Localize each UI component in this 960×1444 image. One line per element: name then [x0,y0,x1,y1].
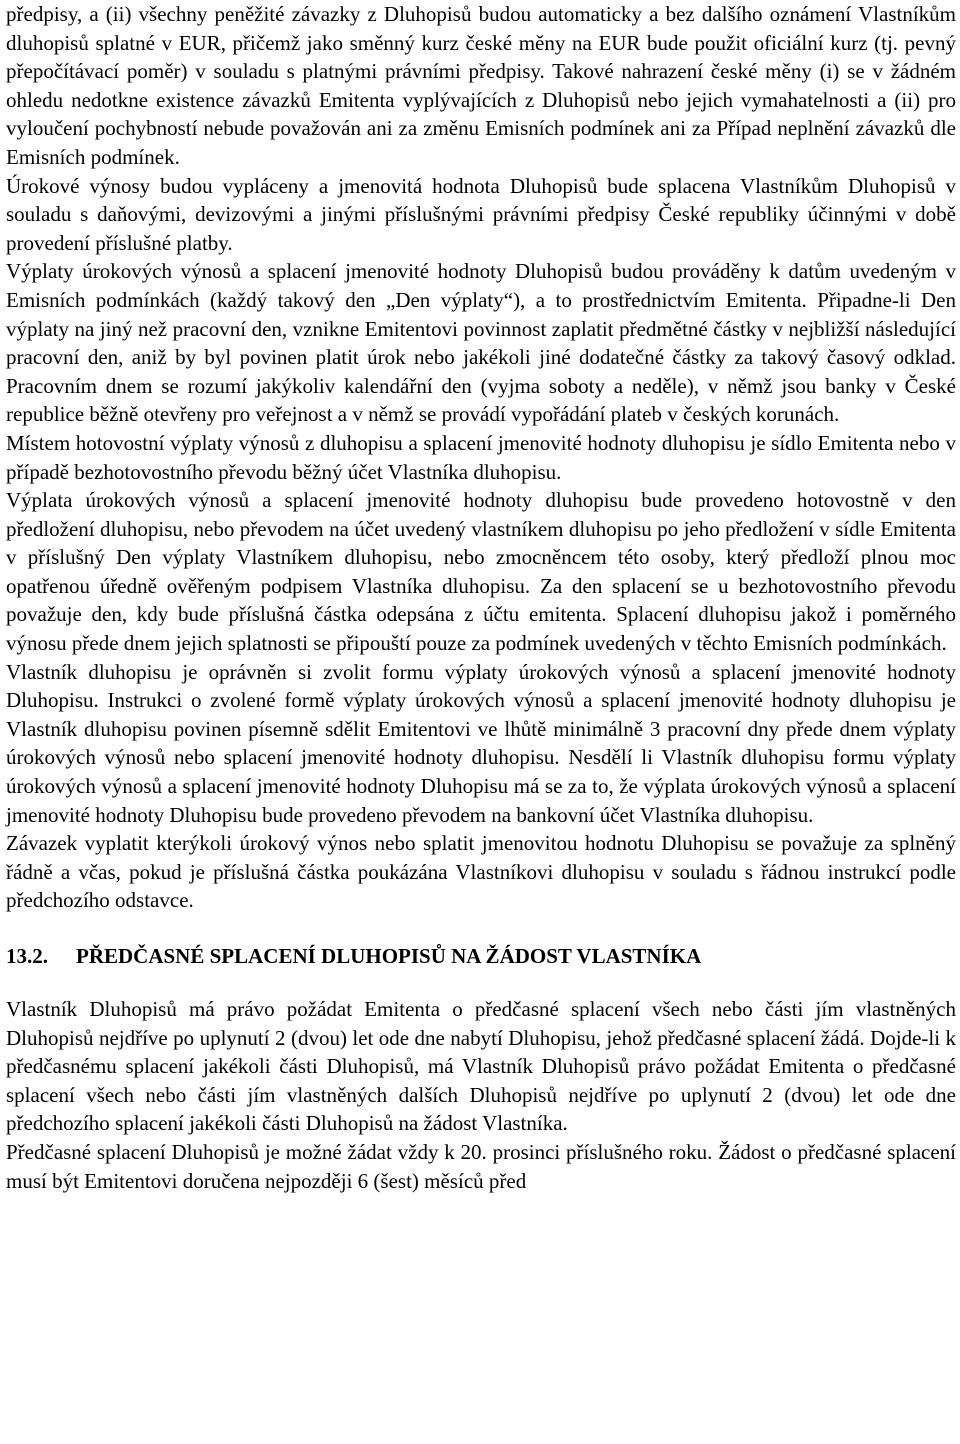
paragraph-early-redemption-right: Vlastník Dluhopisů má právo požádat Emitenta o předčasné splacení všech nebo části jím vlastněných Dluhopisů nejdříve po uplynutí 2 (dvou) let ode dne nabytí Dluhopisu, jehož předčasné splacení žádá. Dojde-li k předčasnému splacení jakékoli části Dluhopisů, má Vlastník Dluhopisů právo požádat Emitenta o předčasné splacení všech nebo části jím vlastněných dalších Dluhopisů nejdříve po uplynutí 2 (dvou) let ode dne předchozího splacení jakékoli části Dluhopisů na žádost Vlastníka. [6,997,956,1136]
spacer [6,971,956,995]
document-page [6,0,956,1195]
paragraph-payment-dates: Výplaty úrokových výnosů a splacení jmenovité hodnoty Dluhopisů budou prováděny k datům uvedeným v Emisních podmínkách (každý takový den „Den výplaty“), a to prostřednictvím Emitenta. Připadne-li Den výplaty na jiný než pracovní den, vznikne Emitentovi povinnost zaplatit předmětné částky v nejbližší následující pracovní den, aniž by byl povinen platit úrok nebo jakékoli jiné dodatečné částky za takový časový odklad. Pracovním dnem se rozumí jakýkoliv kalendářní den (vyjma soboty a neděle), v němž jsou banky v České republice běžně otevřeny pro veřejnost a v němž se provádí vypořádání plateb v českých korunách. [6,259,956,427]
paragraph-payment-method: Výplata úrokových výnosů a splacení jmenovité hodnoty dluhopisu bude provedeno hotovostně v den předložení dluhopisu, nebo převodem na účet uvedený vlastníkem dluhopisu po jeho předložení v sídle Emitenta v příslušný Den výplaty Vlastníkem dluhopisu, nebo zmocněncem této osoby, který předloží plnou moc opatřenou úředně ověřeným podpisem Vlastníka dluhopisu. Za den splacení se u bezhotovostního převodu považuje den, kdy bude příslušná částka odepsána z účtu emitenta. Splacení dluhopisu jakož i poměrného výnosu přede dnem jejich splatnosti se připouští pouze za podmínek uvedených v těchto Emisních podmínkách. [6,488,956,656]
spacer [6,915,956,933]
paragraph-payment-form-choice: Vlastník dluhopisu je oprávněn si zvolit formu výplaty úrokových výnosů a splacení jmenovité hodnoty Dluhopisu. Instrukci o zvolené formě výplaty úrokových výnosů a splacení jmenovité hodnoty dluhopisu je Vlastník dluhopisu povinen písemně sdělit Emitentovi ve lhůtě minimálně 3 pracovní dny přede dnem výplaty úrokových výnosů nebo splacení jmenovité hodnoty dluhopisu. Nesdělí li Vlastník dluhopisu formu výplaty úrokových výnosů a splacení jmenovité hodnoty Dluhopisu má se za to, že výplata úrokových výnosů a splacení jmenovité hodnoty Dluhopisu bude provedeno převodem na bankovní účet Vlastníka dluhopisu. [6,659,956,827]
section-title: PŘEDČASNÉ SPLACENÍ DLUHOPISŮ NA ŽÁDOST VLASTNÍKA [76,944,702,968]
paragraph-obligation-fulfilled: Závazek vyplatit kterýkoli úrokový výnos nebo splatit jmenovitou hodnotu Dluhopisu se považuje za splněný řádně a včas, pokud je příslušná částka poukázána Vlastníkovi dluhopisu v souladu s řádnou instrukcí podle předchozího odstavce. [6,831,956,913]
paragraph-payment-place: Místem hotovostní výplaty výnosů z dluhopisu a splacení jmenovité hodnoty dluhopisu je sídlo Emitenta nebo v případě bezhotovostního převodu běžný účet Vlastníka dluhopisu. [6,430,956,484]
paragraph-currency-replacement: předpisy, a (ii) všechny peněžité závazky z Dluhopisů budou automaticky a bez dalšího oznámení Vlastníkům dluhopisů splatné v EUR, přičemž jako směnný kurz české měny na EUR bude použit oficiální kurz (tj. pevný přepočítávací poměr) v souladu s platnými právními předpisy. Takové nahrazení české měny (i) se v žádném ohledu nedotkne existence závazků Emitenta vyplývajících z Dluhopisů nebo jejich vymahatelnosti a (ii) pro vyloučení pochybností nebude považován ani za změnu Emisních podmínek ani za Případ neplnění závazků dle Emisních podmínek. [6,2,956,169]
section-number: 13.2. [6,944,48,968]
paragraph-interest-payment-regulations: Úrokové výnosy budou vypláceny a jmenovitá hodnota Dluhopisů bude splacena Vlastníkům Dluhopisů v souladu s daňovými, devizovými a jinými příslušnými právními předpisy České republiky účinnými v době provedení příslušné platby. [6,173,956,255]
section-heading [6,933,956,971]
paragraph-early-redemption-date: Předčasné splacení Dluhopisů je možné žádat vždy k 20. prosinci příslušného roku. Žádost o předčasné splacení musí být Emitentovi doručena nejpozději 6 (šest) měsíců před [6,1139,956,1193]
